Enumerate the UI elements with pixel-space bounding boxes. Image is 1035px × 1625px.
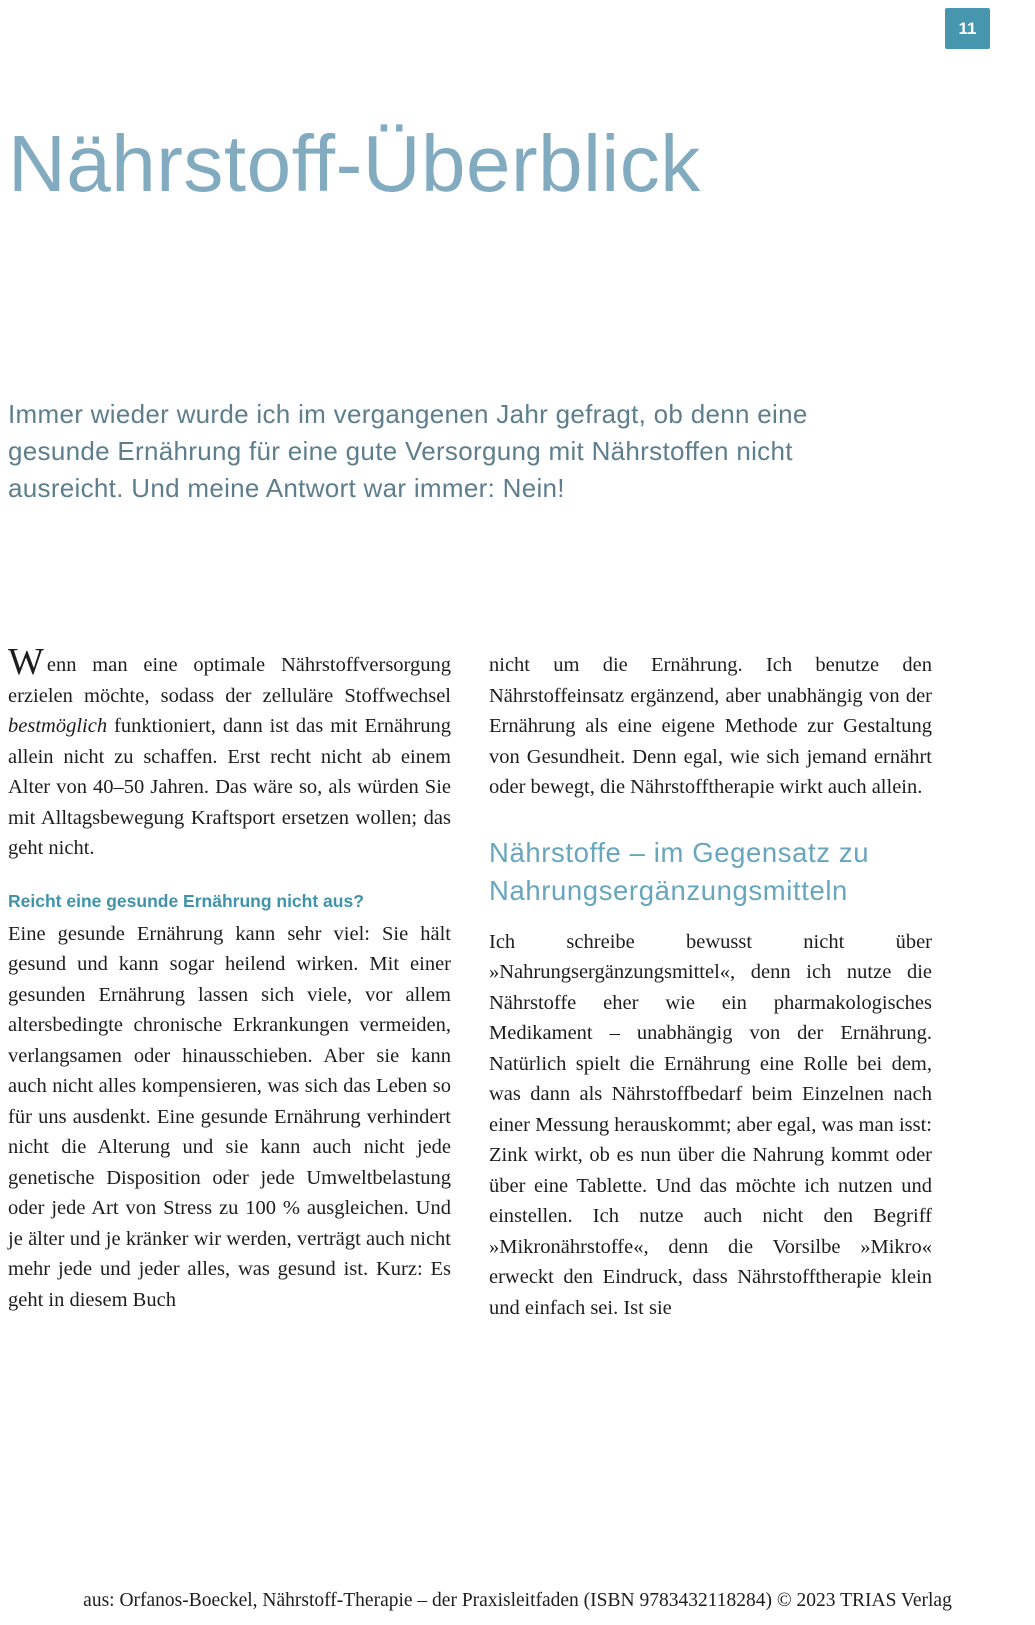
page-number-badge: 11 (945, 8, 990, 49)
left-paragraph-1 (8, 641, 451, 864)
page-title: Nährstoff-Überblick (8, 119, 701, 208)
right-paragraph-1: nicht um die Ernährung. Ich benutze den Nährstoffeinsatz ergänzend, aber unabhängig von der Ernährung als eine eigene Methode zur Gestaltung von Gesundheit. Denn egal, wie sich jemand ernährt oder bewegt, die Nährstofftherapie wirkt auch allein. (489, 654, 932, 798)
left-paragraph-1-text: enn man eine optimale Nährstoffversorgung erzielen möchte, sodass der zelluläre Stoffwechsel (8, 654, 451, 707)
section-heading-naehrstoffe: Nährstoffe – im Gegensatz zu Nahrungsergänzungsmitteln (489, 836, 870, 906)
left-column (8, 641, 451, 1323)
drop-cap-initial: W (8, 641, 44, 683)
left-paragraph-1-italic: bestmöglich (8, 715, 108, 737)
subheading-ernaehrung: Reicht eine gesunde Ernährung nicht aus? (8, 890, 364, 911)
left-paragraph-2: Eine gesunde Ernährung kann sehr viel: Sie hält gesund und kann sogar heilend wirken. Mit einer gesunden Ernährung lassen sich viele, vor allem altersbedingte chronische Erkrankungen vermeiden, verlangsamen oder hinausschieben. Aber sie kann auch nicht alles kompensieren, was sich das Leben so für uns ausdenkt. Eine gesunde Ernährung verhindert nicht die Alterung und sie kann auch nicht jede genetische Disposition oder jede Umweltbelastung oder jede Art von Stress zu 100 % ausgleichen. Und je älter und je kränker wir werden, verträgt auch nicht mehr jede und jeder alles, was gesund ist. Kurz: Es geht in diesem Buch (8, 922, 451, 1311)
left-paragraph-1-rest: funktioniert, dann ist das mit Ernährung allein nicht zu schaffen. Erst recht nicht ab einem Alter von 40–50 Jahren. Das wäre so, als würden Sie mit Alltagsbewegung Kraftsport ersetzen wollen; das geht nicht. (8, 715, 451, 859)
right-column (489, 650, 932, 1323)
right-paragraph-2: Ich schreibe bewusst nicht über »Nahrungsergänzungsmittel«, denn ich nutze die Nährstoffe eher wie ein pharmakologisches Medikament – unabhängig von der Ernährung. Natürlich spielt die Ernährung eine Rolle bei dem, was dann als Nährstoffbedarf beim Einzelnen nach einer Messung herauskommt; aber egal, was man isst: Zink wirkt, ob es nun über die Nahrung kommt oder über eine Tablette. Und das möchte ich nutzen und einstellen. Ich nutze auch nicht den Begriff »Mikronährstoffe«, denn die Vorsilbe »Mikro« erweckt den Eindruck, dass Nährstofftherapie klein und einfach sei. Ist sie (489, 930, 932, 1319)
two-column-layout (8, 641, 932, 1323)
credit-line: aus: Orfanos-Boeckel, Nährstoff-Therapie – der Praxisleitfaden (ISBN 9783432118284) © 2023 TRIAS Verlag (83, 1590, 952, 1611)
intro-paragraph: Immer wieder wurde ich im vergangenen Jahr gefragt, ob denn eine gesunde Ernährung für eine gute Versorgung mit Nährstoffen nicht ausreicht. Und meine Antwort war immer: Nein! (8, 399, 808, 503)
